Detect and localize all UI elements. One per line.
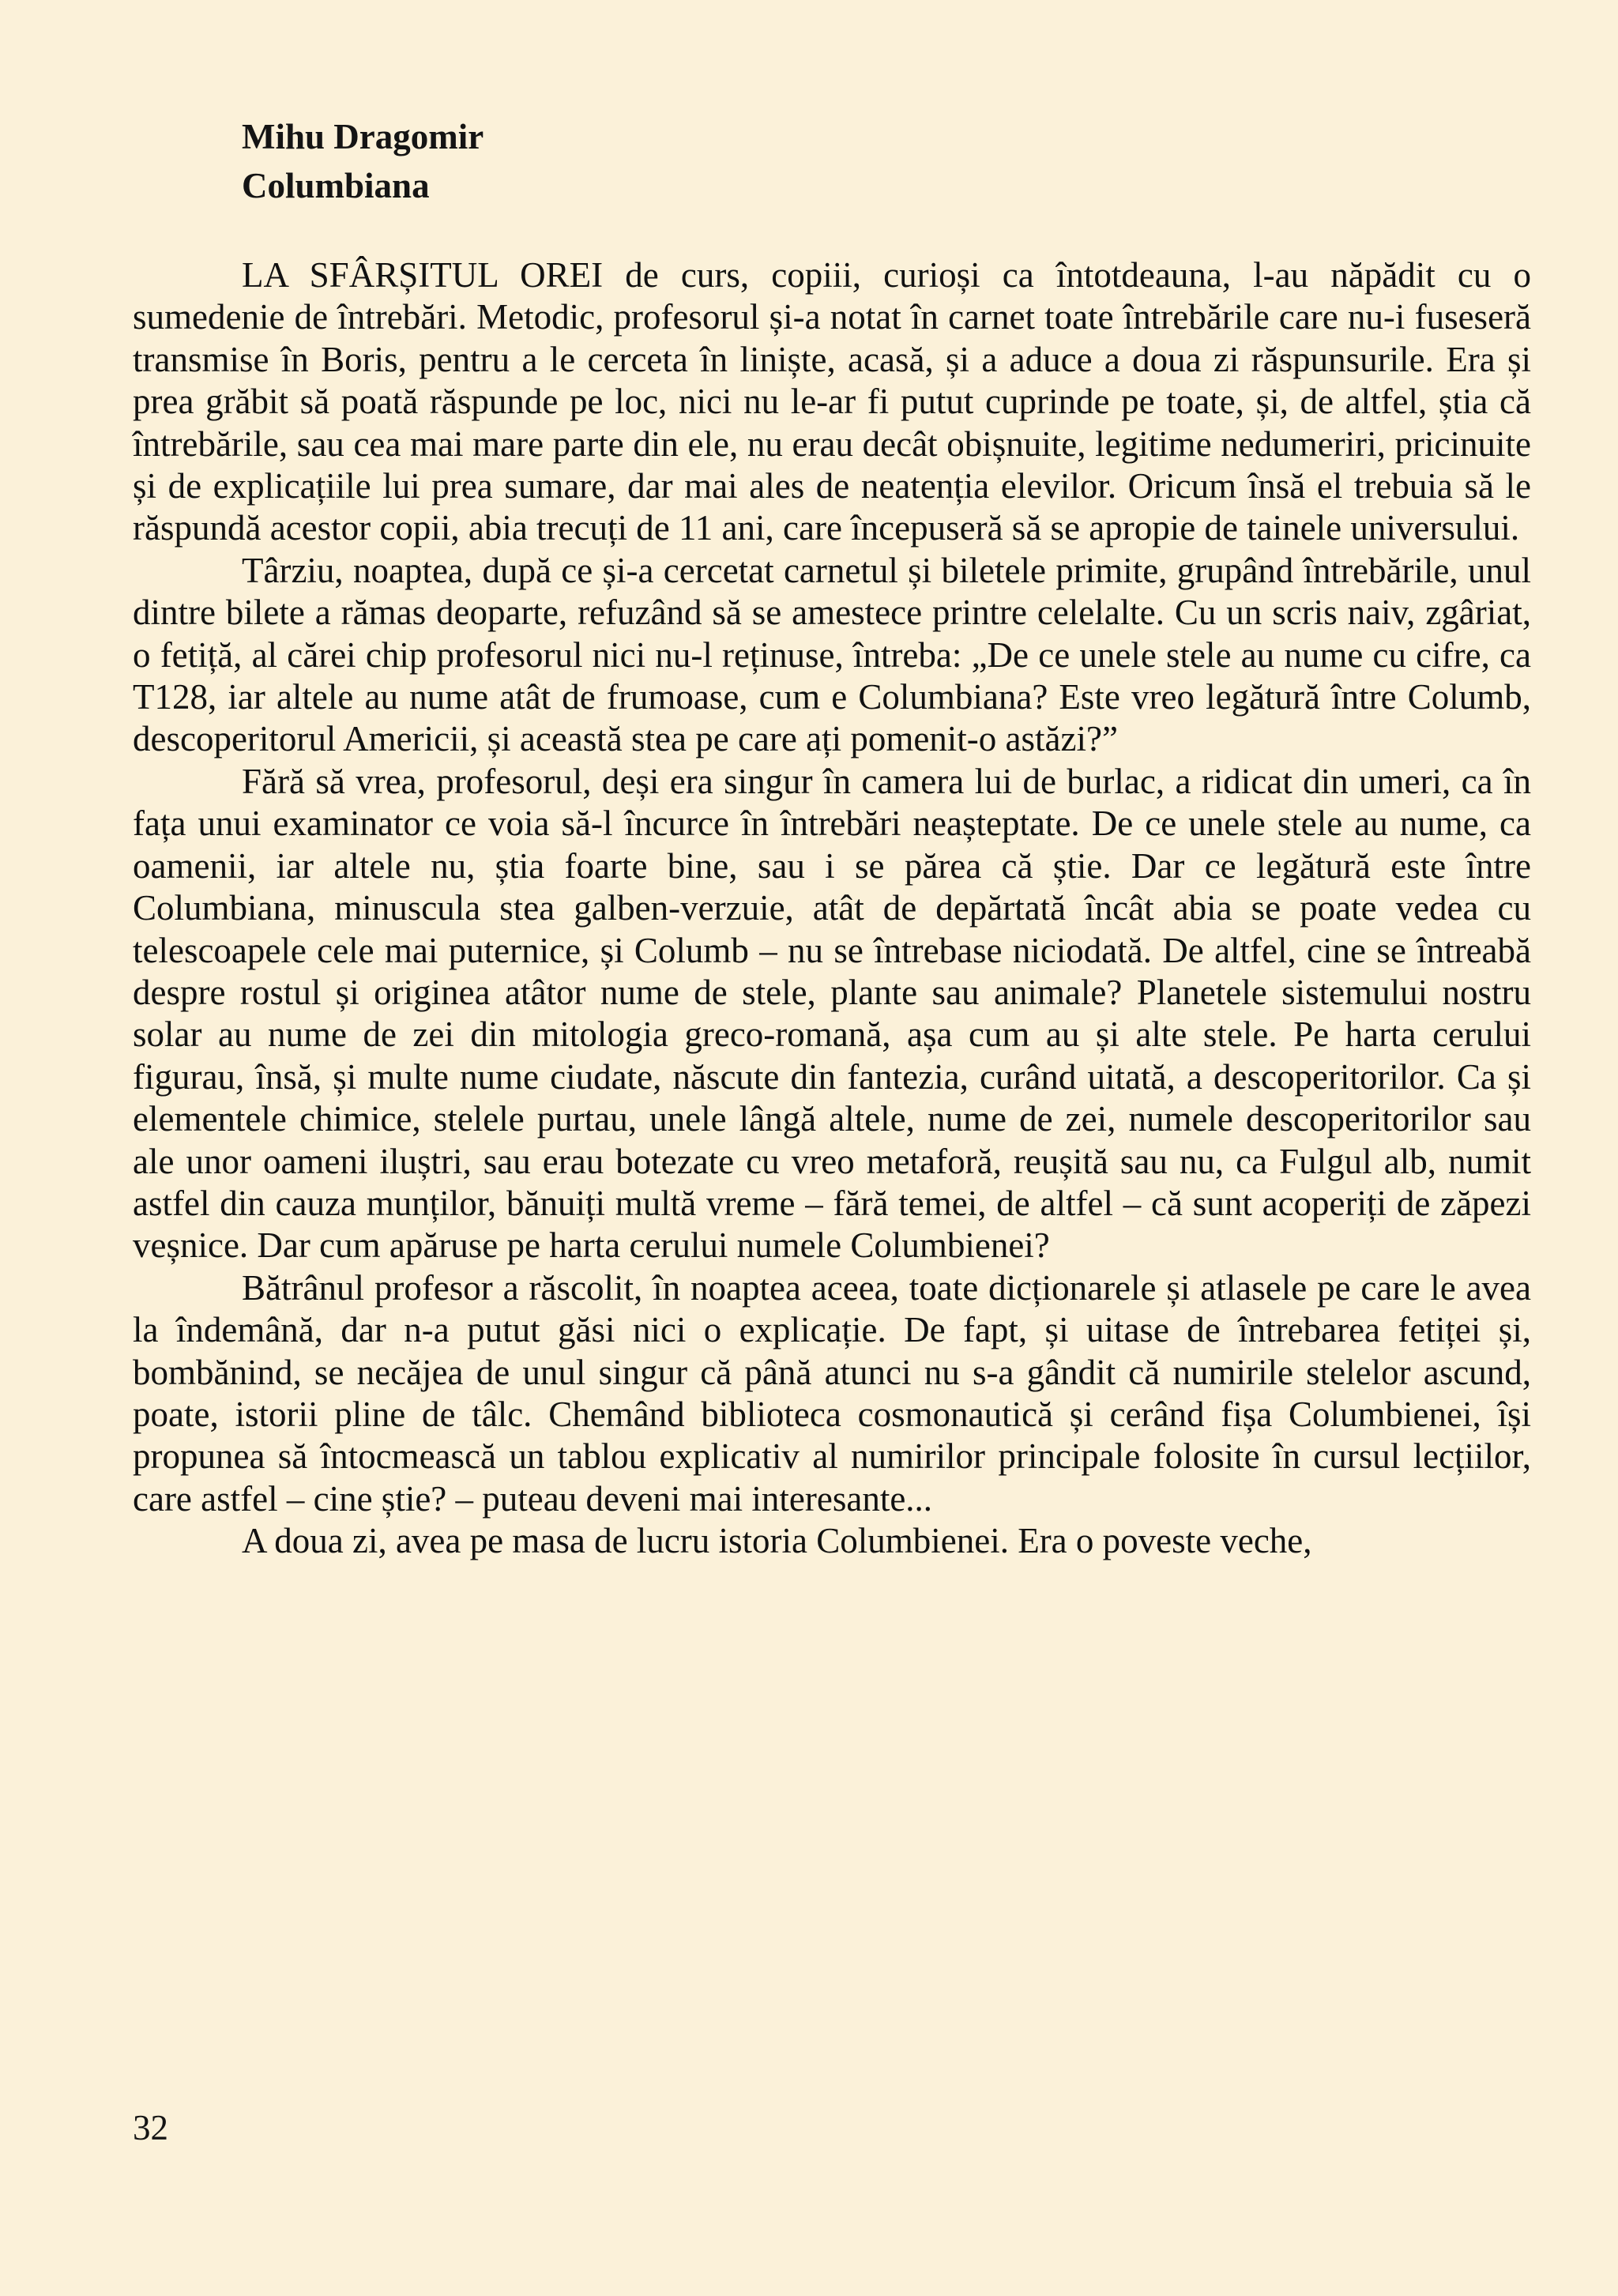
story-body (133, 254, 1531, 1563)
story-title: Columbiana (242, 166, 430, 205)
paragraph-3: Fără să vrea, profesorul, deși era singur în camera lui de burlac, a ridicat din umeri, ca în fața unui examinator ce voia să-l încurce în întrebări neașteptate. De ce unele stele au nume, ca oamenii, iar altele nu, știa foarte bine, sau i se părea că știe. Dar ce legătură este între Columbiana, minuscula stea galben-verzuie, atât de depărtată încât abia se poate vedea cu telescoapele cele mai puternice, și Columb – nu se întrebase niciodată. De altfel, cine se întreabă despre rostul și originea atâtor nume de stele, plante sau animale? Planetele sistemului nostru solar au nume de zei din mitologia greco-romană, așa cum au și alte stele. Pe harta cerului figurau, însă, și multe nume ciudate, născute din fantezia, curând uitată, a descoperitorilor. Ca și elementele chimice, stelele purtau, unele lângă altele, nume de zei, numele descoperitorilor sau ale unor oameni iluștri, sau erau botezate cu vreo metaforă, reușită sau nu, ca Fulgul alb, numit astfel din cauza munților, bănuiți multă vreme – fără temei, de altfel – că sunt acoperiți de zăpezi veșnice. Dar cum apăruse pe harta cerului numele Columbienei? (133, 761, 1531, 1266)
page-header (242, 112, 1348, 210)
page-number: 32 (133, 2108, 168, 2147)
paragraph-5: A doua zi, avea pe masa de lucru istoria Columbienei. Era o poveste veche, (242, 1521, 1312, 1561)
paragraph-4: Bătrânul profesor a răscolit, în noaptea aceea, toate dicționarele și atlasele pe care le avea la îndemână, dar n-a putut găsi nici o explicație. De fapt, și uitase de întrebarea fetiței și, bombănind, se necăjea de unul singur că până atunci nu s-a gândit că numirile stelelor ascund, poate, istorii pline de tâlc. Chemând biblioteca cosmonautică și cerând fișa Columbienei, își propunea să întocmească un tablou explicativ al numirilor principale folosite în cursul lecțiilor, care astfel – cine știe? – puteau deveni mai interesante... (133, 1267, 1531, 1519)
paragraph-2: Târziu, noaptea, după ce și-a cercetat carnetul și biletele primite, grupând întrebările, unul dintre bilete a rămas deoparte, refuzând să se amestece printre celelalte. Cu un scris naiv, zgâriat, o fetiță, al cărei chip profesorul nici nu-l reținuse, întreba: „De ce unele stele au nume cu cifre, ca T128, iar altele au nume atât de frumoase, cum e Columbiana? Este vreo legătură între Columb, descoperitorul Americii, și această stea pe care ați pomenit-o astăzi?” (133, 550, 1531, 759)
paragraph-1: LA SFÂRȘITUL OREI de curs, copiii, curioși ca întotdeauna, l-au năpădit cu o sumedenie de întrebări. Metodic, profesorul și-a notat în carnet toate întrebările care nu-i fuseseră transmise în Boris, pentru a le cerceta în liniște, acasă, și a aduce a doua zi răspunsurile. Era și prea grăbit să poată răspunde pe loc, nici nu le-ar fi putut cuprinde pe toate, și, de altfel, știa că întrebările, sau cea mai mare parte din ele, nu erau decât obișnuite, legitime nedumeriri, pricinuite și de explicațiile lui prea sumare, dar mai ales de neatenția elevilor. Oricum însă el trebuia să le răspundă acestor copii, abia trecuți de 11 ani, care începuseră să se apropie de tainele universului. (133, 255, 1531, 548)
author-name: Mihu Dragomir (242, 117, 484, 156)
